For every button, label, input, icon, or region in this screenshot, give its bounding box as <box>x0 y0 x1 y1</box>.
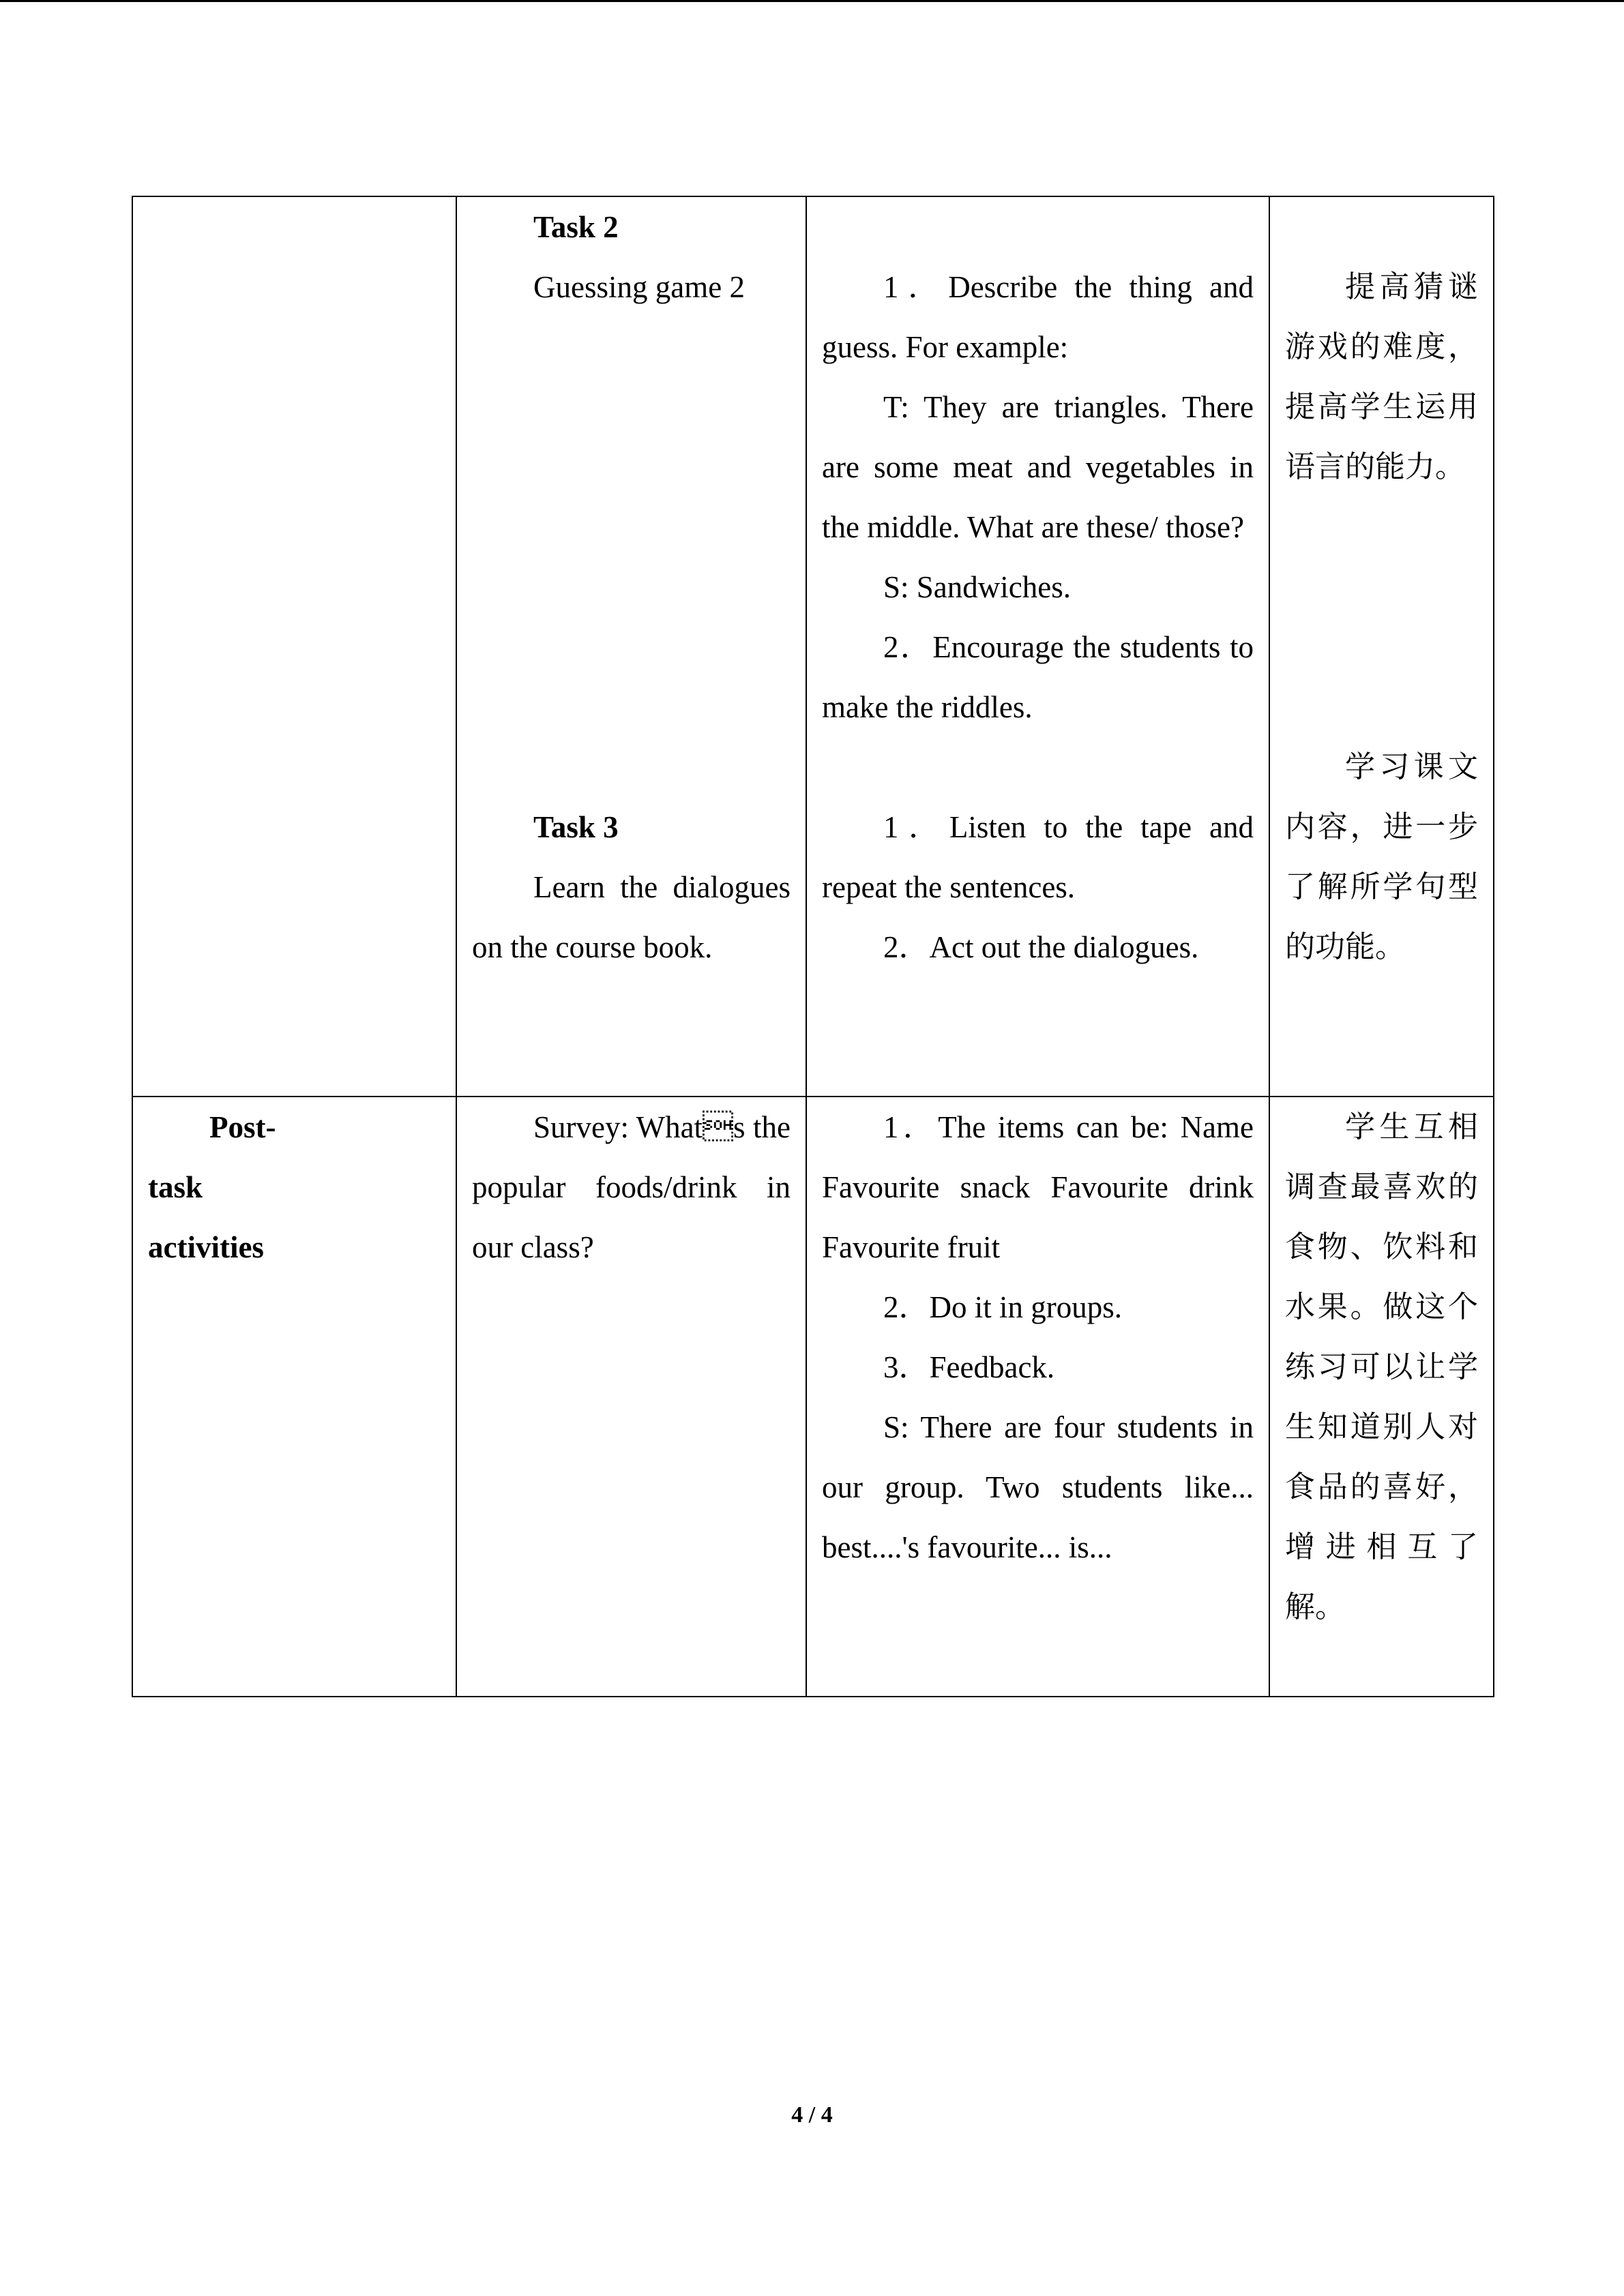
top-border-line <box>0 0 1624 2</box>
table-row <box>132 196 1494 1097</box>
purpose-text: 学习课文内容，进一步了解所学句型的功能。 <box>1285 749 1478 964</box>
procedure-step: S: Sandwiches. <box>883 570 1071 604</box>
stage-cell <box>132 196 456 1097</box>
stage-cell <box>132 1097 456 1697</box>
procedure-cell <box>806 1097 1269 1697</box>
procedure-step: 2．Do it in groups. <box>883 1290 1123 1324</box>
procedure-step: 1．Describe the thing and guess. For example: <box>822 270 1254 364</box>
procedure-step: 3．Feedback. <box>883 1350 1055 1384</box>
lesson-plan-table <box>132 196 1494 1697</box>
task-text: Guessing game 2 <box>533 270 745 304</box>
purpose-cell <box>1269 1097 1494 1697</box>
purpose-cell <box>1269 196 1494 1097</box>
task-heading: Task 3 <box>533 810 619 844</box>
task-text: Survey: Whats the popular foods/drink in our class? <box>472 1110 791 1264</box>
procedure-step: T: They are triangles. There are some meat and vegetables in the middle. What are these/ those? <box>822 390 1254 544</box>
procedure-step: S: There are four students in our group. Two students like... best....'s favourite... is... <box>822 1410 1254 1564</box>
procedure-cell <box>806 196 1269 1097</box>
table-row <box>132 1097 1494 1697</box>
task-text: Learn the dialogues on the course book. <box>472 870 791 964</box>
purpose-text: 学生互相调查最喜欢的食物、饮料和水果。做这个练习可以让学生知道别人对食品的喜好，增进相互了解。 <box>1285 1109 1478 1624</box>
procedure-step: 1．The items can be: Name Favourite snack Favourite drink Favourite fruit <box>822 1110 1254 1264</box>
procedure-step: 2．Encourage the students to make the riddles. <box>822 630 1254 724</box>
task-heading: Task 2 <box>533 210 619 244</box>
task-cell <box>456 196 806 1097</box>
purpose-text: 提高猜谜游戏的难度，提高学生运用语言的能力。 <box>1285 269 1478 484</box>
procedure-step: 1．Listen to the tape and repeat the sentences. <box>822 810 1254 904</box>
stage-label: Post-task activities <box>148 1110 276 1264</box>
page-number: 4 / 4 <box>791 2102 833 2128</box>
task-cell <box>456 1097 806 1697</box>
procedure-step: 2．Act out the dialogues. <box>883 930 1199 964</box>
